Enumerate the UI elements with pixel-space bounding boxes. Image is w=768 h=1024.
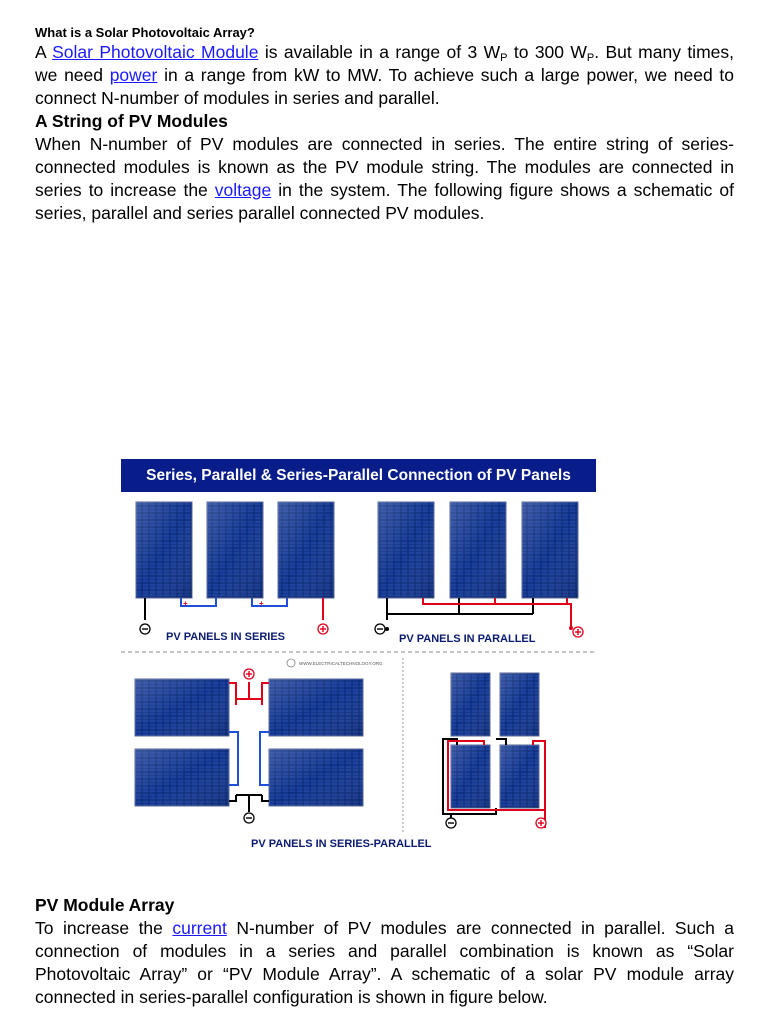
watermark-text: WWW.ELECTRICALTECHNOLOGY.ORG bbox=[299, 661, 383, 666]
figure-title-bar bbox=[121, 459, 596, 492]
label-series: PV PANELS IN SERIES bbox=[166, 631, 285, 643]
link-current[interactable]: current bbox=[172, 918, 227, 938]
link-power[interactable]: power bbox=[109, 65, 158, 85]
parallel-wiring bbox=[387, 598, 571, 627]
label-series-parallel: PV PANELS IN SERIES-PARALLEL bbox=[251, 838, 432, 850]
link-voltage[interactable]: voltage bbox=[214, 180, 272, 200]
svg-text:+: + bbox=[259, 599, 264, 608]
series-wiring bbox=[145, 598, 323, 620]
heading-pv-string: A String of PV Modules bbox=[35, 111, 228, 131]
pv-diagram bbox=[121, 492, 596, 857]
article-section-2 bbox=[35, 894, 734, 1009]
watermark bbox=[287, 659, 383, 667]
paragraph-pv-array: To increase the current N-number of PV modules are connected in parallel. Such a connection of modules in a series and parallel combination is known as “Solar Photovoltaic Array” or “PV Module Array”. A schematic of a solar PV module array connected in series-parallel configuration is shown in figure below. bbox=[35, 918, 734, 1007]
paragraph-pv-string: When N-number of PV modules are connected in series. The entire string of series-connected modules is known as the PV module string. The modules are connected in series to increase the voltage in the system. The following figure shows a schematic of series, parallel and series parallel connected PV modules. bbox=[35, 134, 734, 223]
parallel-panels bbox=[378, 502, 578, 598]
link-solar-pv-module[interactable]: Solar Photovoltaic Module bbox=[52, 42, 259, 62]
label-parallel: PV PANELS IN PARALLEL bbox=[399, 633, 536, 645]
paragraph-intro: A Solar Photovoltaic Module is available in a range of 3 $W_P$ to 300 $W_P$. But many times, we need power in a range from kW to MW. To achieve such a large power, we need to connect N-number of modules in series and parallel. bbox=[35, 42, 735, 108]
array-terminals bbox=[446, 818, 546, 828]
figure-title: Series, Parallel & Series-Parallel Connection of PV Panels bbox=[146, 467, 571, 484]
series-panels bbox=[136, 502, 334, 598]
series-parallel-wiring bbox=[229, 682, 269, 812]
article-section-1 bbox=[35, 24, 734, 225]
heading-pv-array: PV Module Array bbox=[35, 895, 175, 915]
section-small-heading: What is a Solar Photovoltaic Array? bbox=[35, 25, 255, 40]
pv-connection-figure bbox=[121, 459, 596, 857]
svg-text:+: + bbox=[183, 599, 188, 608]
series-terminals bbox=[140, 599, 328, 634]
